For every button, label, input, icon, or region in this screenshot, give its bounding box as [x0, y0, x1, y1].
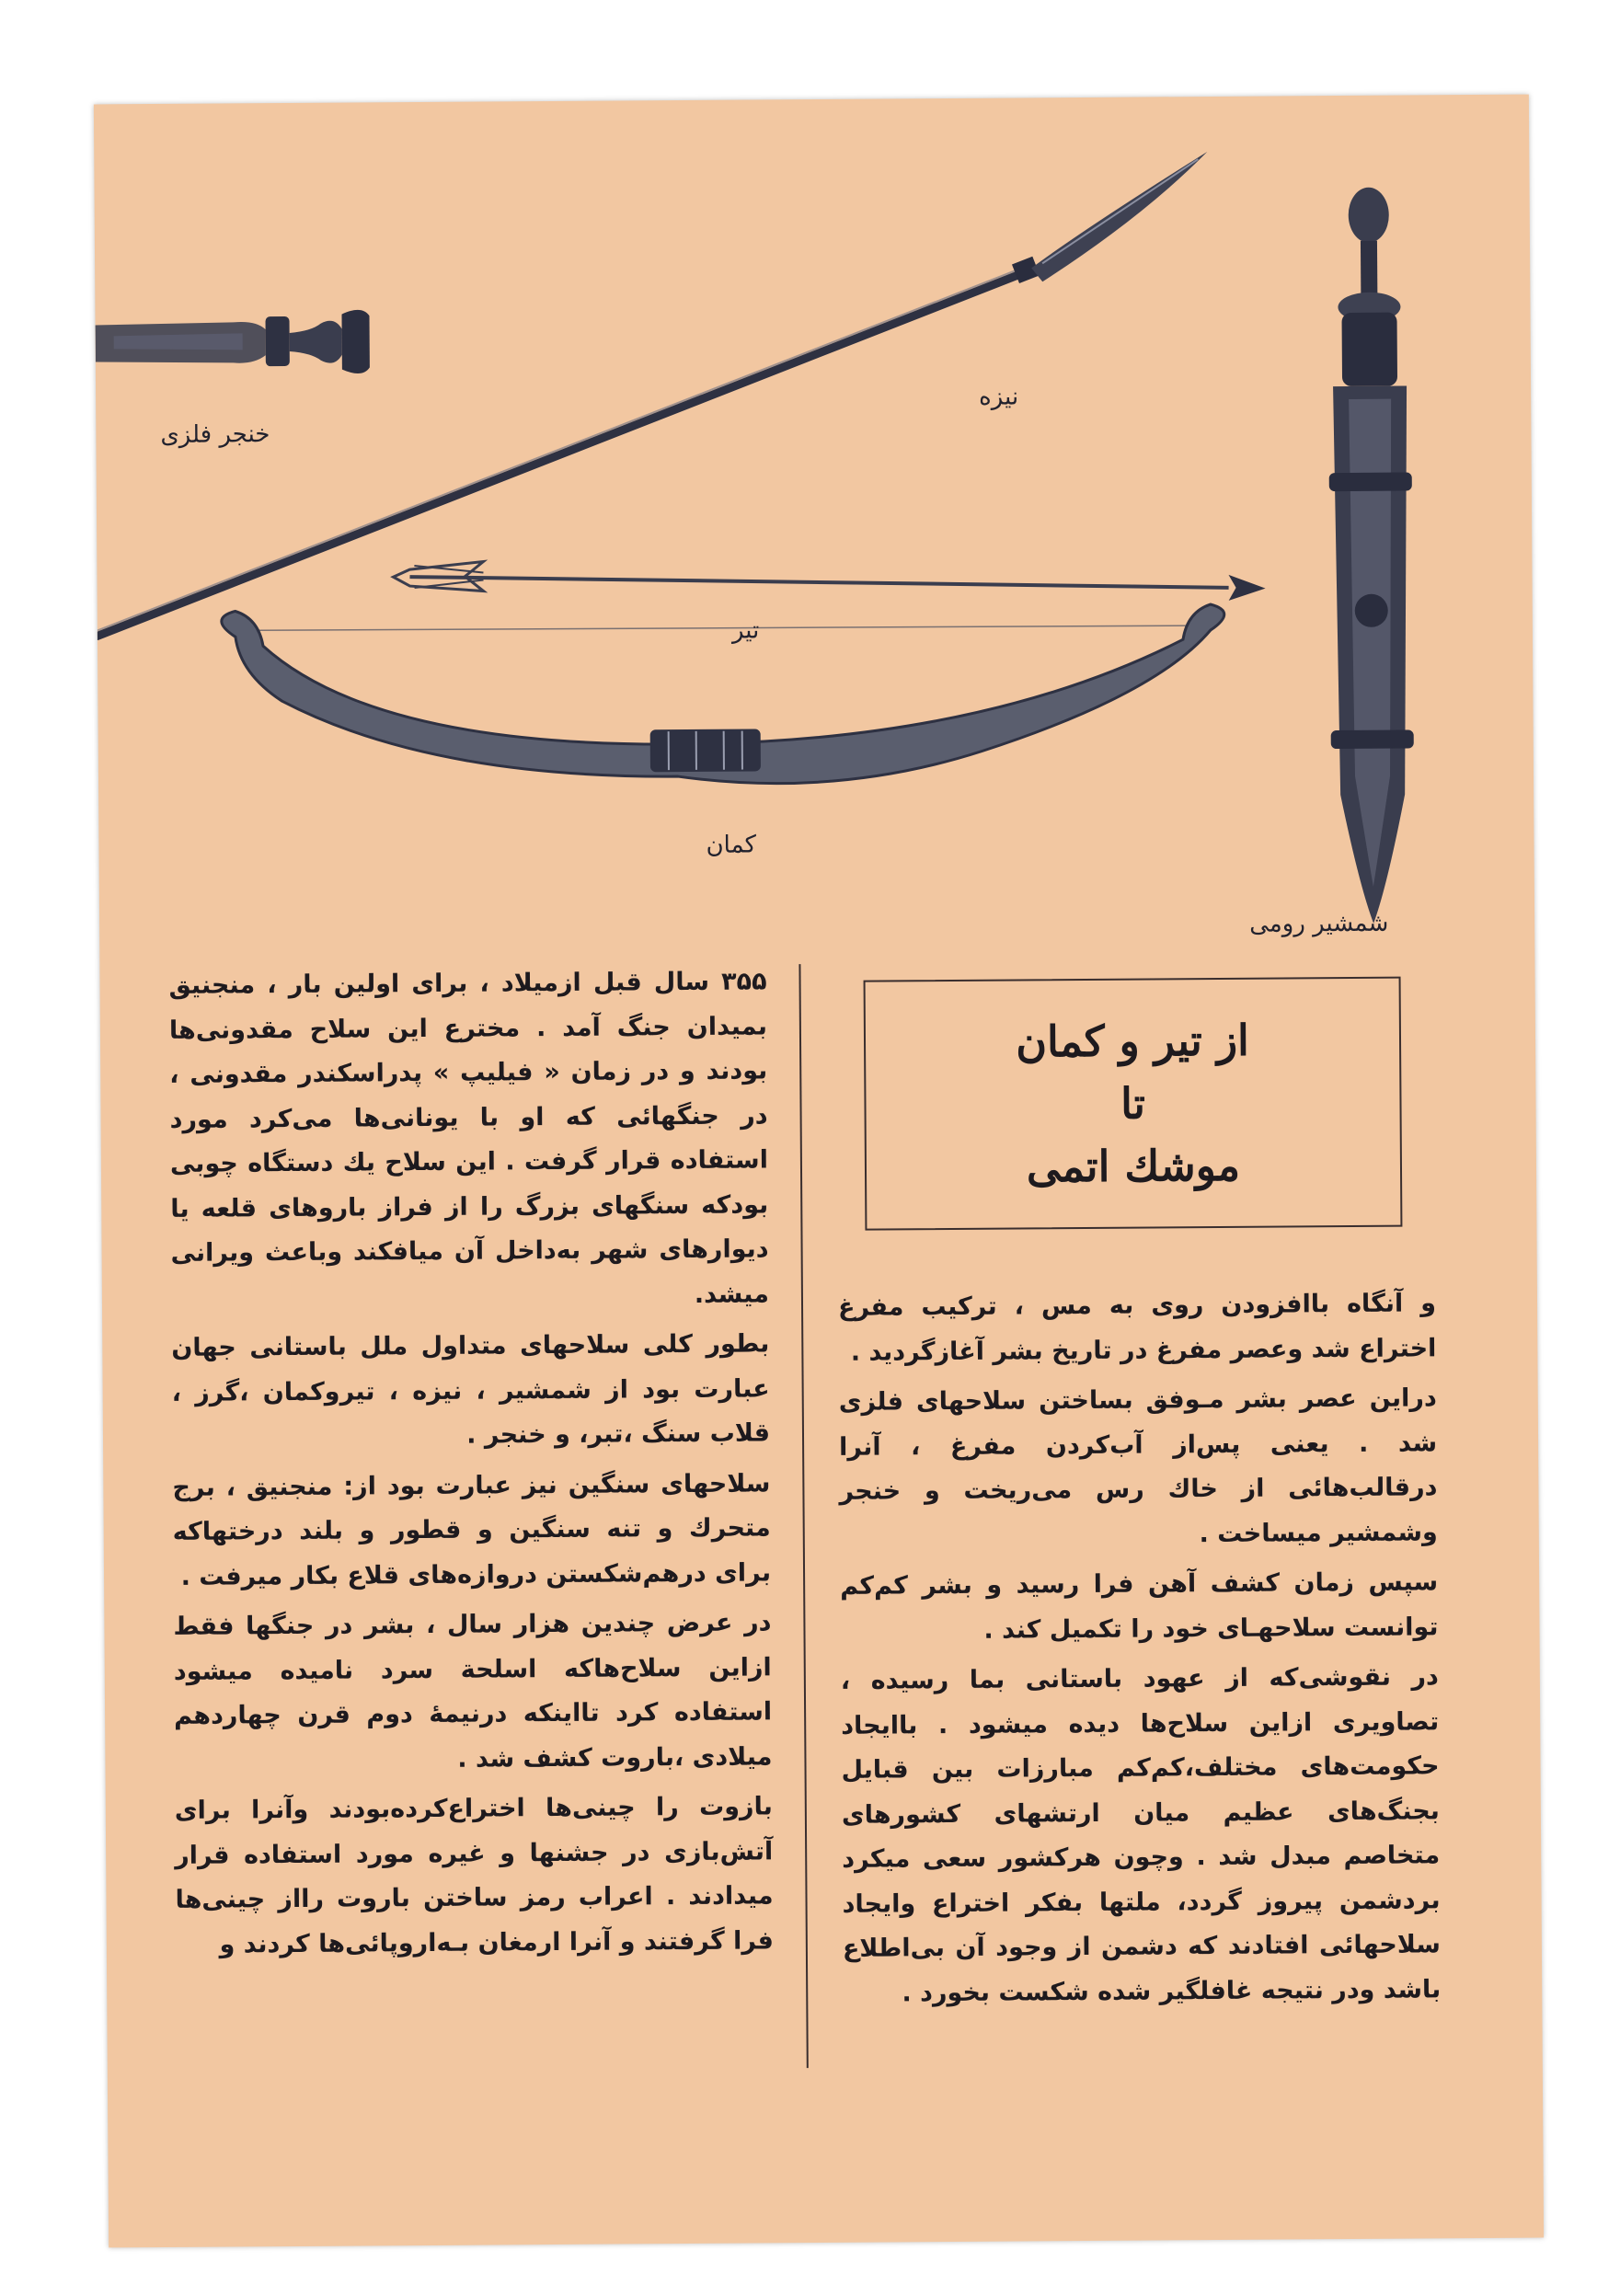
title-line-1: از تیر و کمان — [1016, 1015, 1250, 1067]
dagger-caption: خنجر فلزی — [160, 420, 270, 449]
arrow-caption: تیر — [731, 616, 760, 645]
bow-illustration — [222, 604, 1225, 787]
weapons-illustration — [94, 95, 1534, 942]
magazine-page — [94, 95, 1544, 2248]
paragraph: سلاحهای سنگین نیز عبارت بود از: منجنیق ، برج متحرك و تنه سنگین و قطور و بلند درختهاکه برای درهم‌شکستن دروازه‌های قلاع بکار میرفت . — [172, 1468, 772, 1591]
paragraph: سپس زمان کشف آهن فرا رسید و بشر کم‌کم توانست سلاحهـای خود را تکمیل کند . — [840, 1567, 1439, 1645]
article-title-box — [864, 977, 1403, 1231]
spear-illustration — [94, 152, 1211, 636]
column-divider — [798, 964, 808, 2068]
paragraph: و آنگاه باافزودن روی به مس ، ترکیب مفرغ اختراع شد وعصر مفرغ در تاریخ بشر آغازگردید . — [837, 1289, 1437, 1367]
paragraph: بازوت را چینی‌ها اختراع‌کرده‌بودند وآنرا برای آتش‌بازی در جشنها و غیره مورد استفاده قرار میدادند . اعراب رمز ساختن باروت رااز چینی‌ها فرا گرفتند و آنرا ارمغان بـه‌اروپائی‌ها کردند و — [174, 1792, 774, 1959]
bow-caption: کمان — [706, 831, 757, 859]
paragraph: در نقوشی‌که از عهود باستانی بما رسیده ، تصاویری ازاین سلاح‌ها دیده میشود . باایجاد حکومت‌های مختلف،کم‌کم مبارزات بین قبایل بجنگ‌های عظیم میان ارتشهای کشورهای متخاصم مبدل شد . وچون هرکشور سعی میکرد بردشمن پیروز گردد، ملتها بفکر اختراع وایجاد سلاحهائی افتادند که دشمن از وجود آن بی‌اطلاع باشد ودر نتیجه غافلگیر شده شکست بخورد . — [840, 1662, 1442, 2007]
title-line-3: موشك اتمی — [1026, 1140, 1241, 1192]
right-column — [838, 1281, 1442, 2022]
left-column — [168, 959, 774, 1973]
sword-caption: شمشیر رومی — [1249, 909, 1389, 938]
arrow-illustration — [393, 557, 1265, 607]
paragraph: در عرض چندین هزار سال ، بشر در جنگها فقط ازاین سلاح‌هاکه اسلحة سرد نامیده میشود استفاده کرد تااینکه درنیمهٔ دوم قرن چهاردهم میلادی ،باروت کشف شد . — [173, 1608, 773, 1774]
dagger-illustration — [95, 310, 369, 375]
title-line-2: تا — [1120, 1078, 1146, 1129]
spear-caption: نیزه — [979, 383, 1019, 411]
roman-sword-illustration — [1327, 187, 1416, 924]
paragraph: ۳۵۵ سال قبل ازمیلاد ، برای اولین بار ، منجنیق بمیدان جنگ آمد . مخترع این سلاح مقدونی‌ها بودند و در زمان « فیلیپ » پدراسکندر مقدونی ، در جنگهائی که او با یونانی‌ها می‌کرد مورد استفاده قرار گرفت . این سلاح یك دستگاه چوبی بودکه سنگهای بزرگ را از فراز باروهای قلعه یا دیوارهای شهر به‌داخل آن میافکند وباعث ویرانی میشد. — [168, 967, 770, 1309]
paragraph: بطور کلی سلاحهای متداول ملل باستانی جهان عبارت بود از شمشیر ، نیزه ، تیروکمان ،گرز ، قلاب سنگ ،تبر، و خنجر . — [171, 1329, 771, 1450]
paragraph: دراین عصر بشر مـوفق بساختن سلاحهای فلزی شد . یعنی پس‌از آب‌کردن مفرغ ، آنرا درقالب‌هائی از خاك رس می‌ریخت و خنجر وشمشیر میساخت . — [838, 1383, 1438, 1548]
